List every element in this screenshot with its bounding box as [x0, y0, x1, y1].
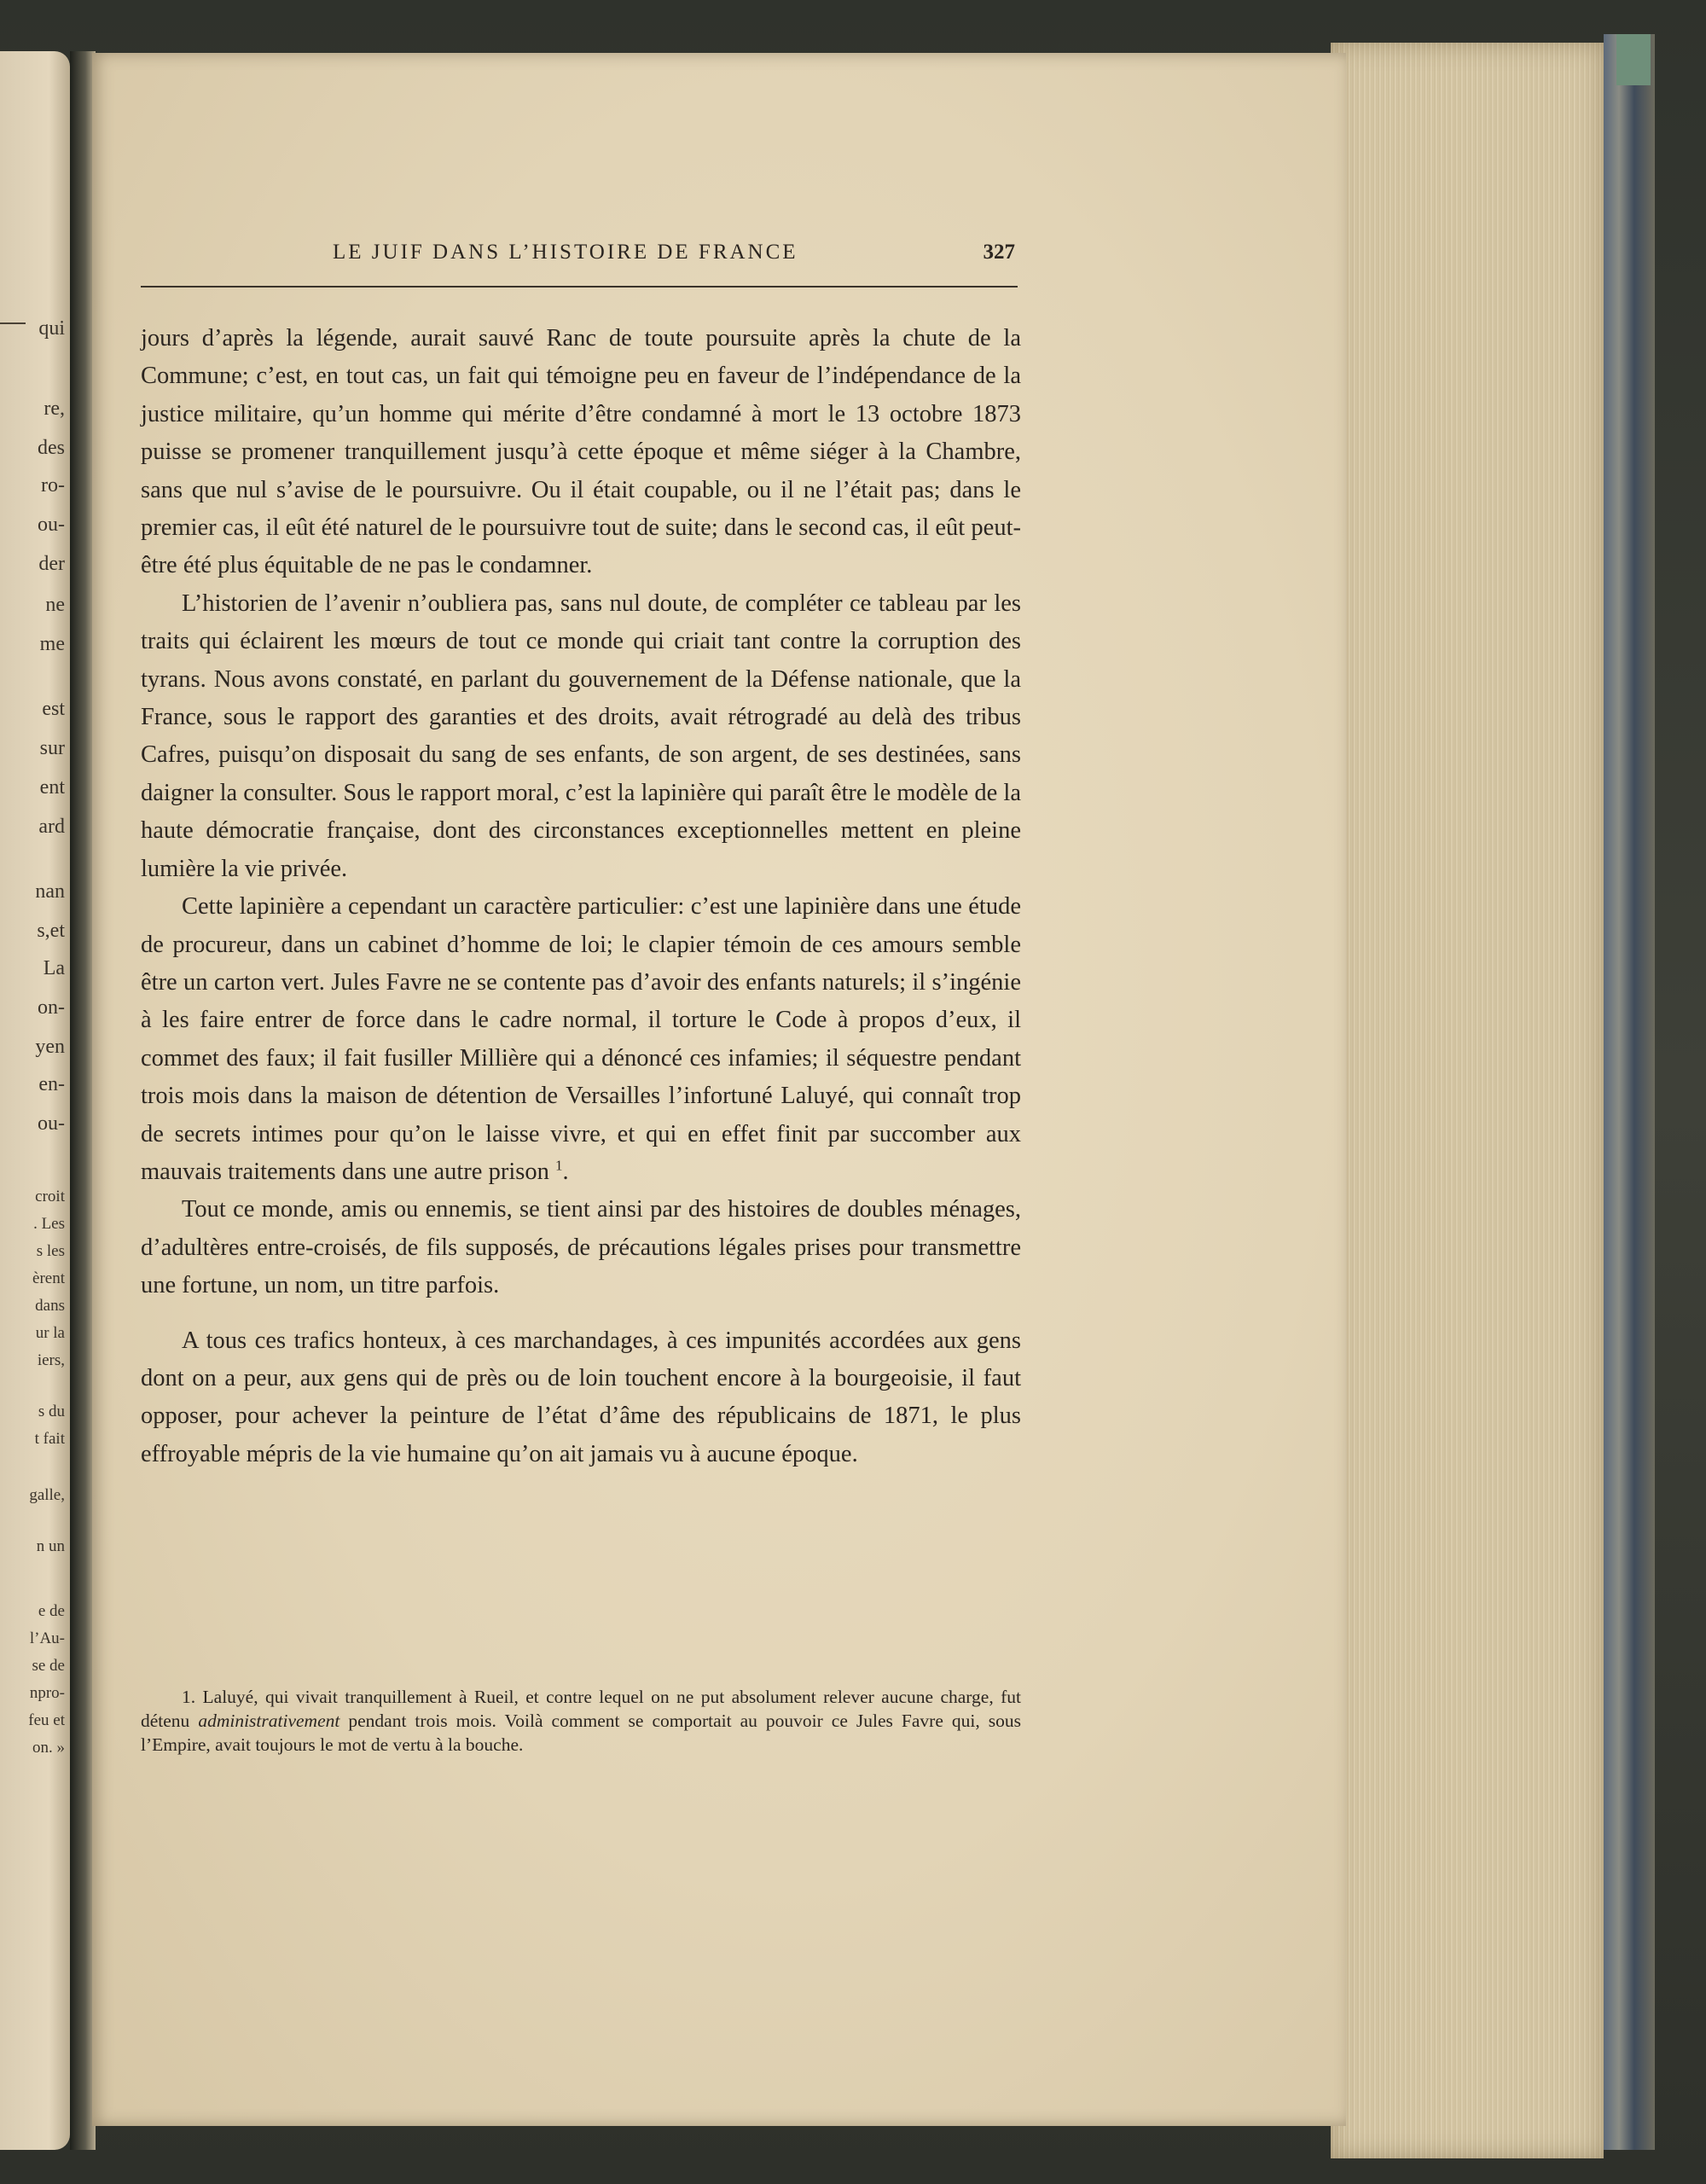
paragraph-1: [141, 320, 1021, 585]
paragraph-5: [141, 1322, 1021, 1474]
left-page-fragment: ou-: [38, 1112, 65, 1135]
left-page-fragment: des: [38, 437, 65, 459]
left-page-fragment: sur: [39, 737, 65, 759]
paragraph-3: [141, 888, 1021, 1191]
footnote-reference[interactable]: 1: [554, 1157, 563, 1174]
running-head-title: LE JUIF DANS L’HISTOIRE DE FRANCE: [333, 241, 798, 264]
left-page-fragment: ur la: [35, 1324, 65, 1342]
book-cover-edge: [1604, 34, 1655, 2150]
left-page-fragment: l’Au-: [29, 1629, 65, 1647]
left-page-fragment: galle,: [29, 1486, 65, 1504]
left-page-fragment: yen: [35, 1036, 65, 1058]
paragraph-4: [141, 1191, 1021, 1304]
cover-corner: [1616, 34, 1651, 85]
left-page-fragment: s les: [36, 1242, 65, 1260]
left-page-fragment: ard: [38, 816, 65, 838]
left-page-fragment: e de: [38, 1602, 65, 1620]
left-page-fragment: est: [42, 698, 65, 720]
left-page-fragment: nan: [35, 880, 65, 903]
left-page-fragment: croit: [35, 1188, 65, 1205]
left-page-fragment: s du: [38, 1403, 65, 1420]
left-page-fragment: qui: [38, 317, 65, 340]
left-page-fragment: èrent: [32, 1269, 65, 1287]
left-page-fragment: feu et: [28, 1711, 65, 1729]
left-page-fragment: dans: [35, 1297, 65, 1315]
page-number: 327: [983, 241, 1015, 264]
left-page-fragment: ent: [39, 776, 65, 799]
left-page-fragment: re,: [44, 398, 65, 420]
footnote-italic: administrativement: [198, 1711, 340, 1731]
left-page-rule: [0, 322, 26, 324]
running-head: [141, 241, 1015, 275]
paragraph-3-text: Cette lapinière a cependant un caractère particulier: c’est une lapinière dans une étude de procureur, dans un cabinet d’homme de loi; le clapier témoin de ces amours semble être un carton vert. Jules Favre ne se contente pas d’avoir des enfants naturels; il s’ingénie à les faire entrer de force dans le cadre normal, il torture le Code à propos d’eux, il commet des faux; il fait fusiller Millière qui a dénoncé ces infamies; il séquestre pendant trois mois dans la maison de détention de Versailles l’infortuné Laluyé, qui connaît trop de secrets intimes pour qu’on le laisse vivre, et qui en effet finit par succomber aux mauvais traitements dans une autre prison: [141, 893, 1021, 1185]
header-rule: [141, 286, 1018, 288]
paragraph-5-text: A tous ces trafics honteux, à ces marchandages, à ces impunités accordées aux gens dont on a peur, aux gens qui de près ou de loin touchent encore à la bourgeoisie, il faut opposer, pour achever la peinture de l’état d’âme des républicains de 1871, le plus effroyable mépris de la vie humaine qu’on ait jamais vu à aucune époque.: [141, 1327, 1021, 1467]
left-page-fragment: der: [38, 553, 65, 575]
footnote-text-after: pendant trois mois. Voilà comment se comportait au pouvoir ce Jules Favre qui, sous l’Empire, avait toujours le mot de vertu à la bouche.: [141, 1711, 1021, 1755]
footnote-text-before: Laluyé, qui vivait tranquillement à Rueil, et contre lequel on ne put absolument relever aucune charge, fut détenu: [141, 1687, 1021, 1731]
paragraph-1-text: jours d’après la légende, aurait sauvé Ranc de toute poursuite après la chute de la Commune; c’est, en tout cas, un fait qui témoigne peu en faveur de l’indépendance de la justice militaire, qu’un homme qui mérite d’être condamné à mort le 13 octobre 1873 puisse se promener tranquillement jusqu’à cette époque et même siéger à la Chambre, sans que nul s’avise de le poursuivre. Ou il était coupable, ou il ne l’était pas; dans le premier cas, il eût été naturel de le poursuivre tout de suite; dans le second cas, il eût peut-être été plus équitable de ne pas le condamner.: [141, 325, 1021, 579]
left-page-fragment: on-: [38, 996, 65, 1019]
left-page-fragment: ro-: [41, 474, 65, 497]
left-page-fragment: t fait: [34, 1430, 65, 1448]
left-page-fragment: npro-: [29, 1684, 65, 1702]
paragraph-4-text: Tout ce monde, amis ou ennemis, se tient ainsi par des histoires de doubles ménages, d’adultères entre-croisés, de fils supposés, de précautions légales prises pour transmettre une fortune, un nom, un titre parfois.: [141, 1196, 1021, 1299]
left-page-fragment: s,et: [37, 920, 65, 942]
left-page-fragment: on. »: [32, 1739, 65, 1757]
footnote: [141, 1685, 1021, 1757]
left-page-edge: [0, 51, 70, 2150]
paragraph-2: [141, 585, 1021, 888]
left-page-fragment: se de: [32, 1657, 65, 1675]
left-page-fragment: . Les: [33, 1215, 65, 1233]
left-page-fragment: La: [43, 957, 65, 979]
left-page-fragment: me: [39, 633, 65, 655]
left-page-fragment: ne: [45, 594, 65, 616]
paragraph-3-tail: .: [562, 1158, 569, 1185]
page-stack-edge: [1331, 43, 1604, 2158]
body-text: [141, 320, 1021, 1473]
left-page-fragment: en-: [38, 1073, 65, 1095]
footnote-label: 1.: [182, 1687, 196, 1707]
paragraph-2-text: L’historien de l’avenir n’oubliera pas, sans nul doute, de compléter ce tableau par les traits qui éclairent les mœurs de tout ce monde qui criait tant contre la corruption des tyrans. Nous avons constaté, en parlant du gouvernement de la Défense nationale, que la France, sous le rapport des garanties et des droits, avait rétrogradé au delà des tribus Cafres, puisqu’on disposait du sang de ses enfants, de son argent, de ses destinées, sans daigner la consulter. Sous le rapport moral, c’est la lapinière qui paraît être le modèle de la haute démocratie française, dont des circonstances exceptionnelles mettent en pleine lumière la vie privée.: [141, 590, 1021, 882]
left-page-fragment: ou-: [38, 514, 65, 536]
left-page-fragment: n un: [36, 1537, 65, 1555]
left-page-fragment: iers,: [37, 1351, 65, 1369]
